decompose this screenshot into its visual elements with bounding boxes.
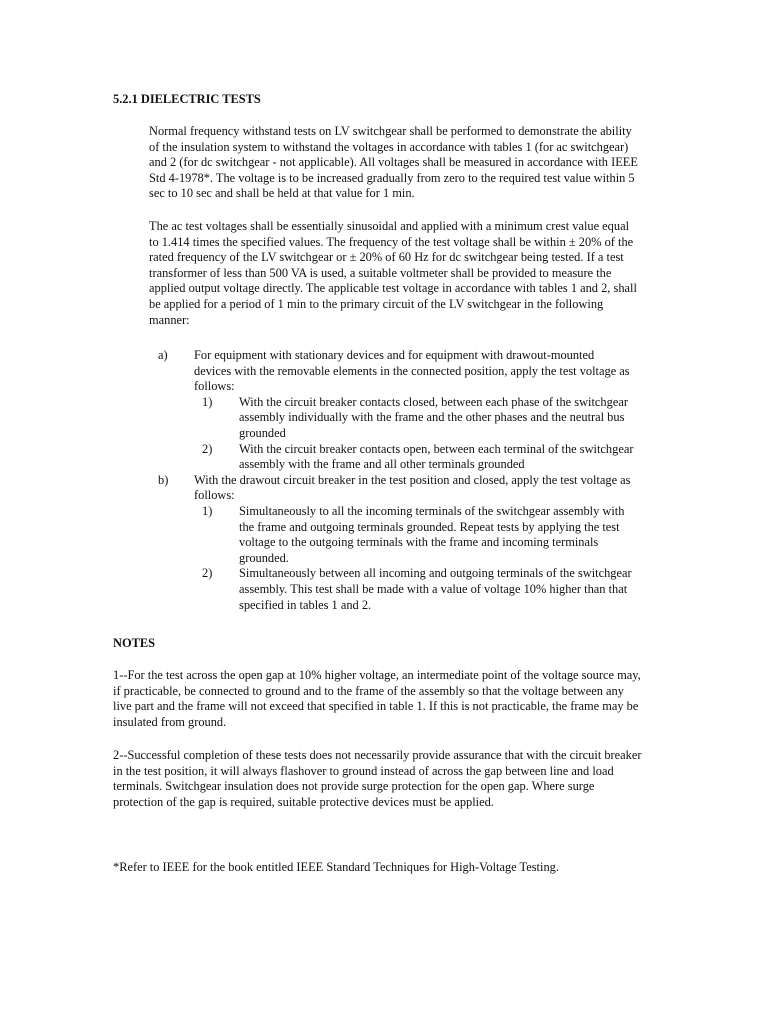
notes-heading: NOTES (113, 636, 156, 650)
note-2: 2--Successful completion of these tests does not necessarily provide assurance that with the circuit breaker in the test position, it will always flashover to ground instead of across the gap between line and load terminals. Switchgear insulation does not provide surge protection for the open gap. Where surge protection of the gap is required, suitable protective devices must be applied. (113, 748, 642, 809)
sub-item-marker: 1) (202, 503, 213, 518)
note-1: 1--For the test across the open gap at 10% higher voltage, an intermediate point of the voltage source may, if practicable, be connected to ground and to the frame of the assembly so that the voltage between any live part and the frame will not exceed that specified in table 1. If this is not practicable, the frame may be insulated from ground. (113, 668, 641, 729)
list-marker: a) (158, 348, 168, 362)
sub-item-a1 (194, 395, 634, 442)
list-marker: b) (158, 472, 169, 487)
list-item-text: With the drawout circuit breaker in the test position and closed, apply the test voltage as follows: (194, 472, 631, 503)
sub-item-b2 (194, 566, 634, 613)
list-item-b (149, 473, 649, 613)
footnote: *Refer to IEEE for the book entitled IEEE Standard Techniques for High-Voltage Testing. (113, 860, 559, 874)
sub-item-a2 (194, 442, 634, 473)
section-heading: 5.2.1 DIELECTRIC TESTS (113, 92, 261, 106)
list-item-body (194, 348, 634, 473)
sub-item-text: With the circuit breaker contacts open, between each terminal of the switchgear assembly with the frame and all other terminals grounded (239, 441, 634, 472)
list-item-a (149, 348, 649, 473)
list-item-body (194, 473, 634, 613)
sub-item-marker: 1) (202, 394, 213, 409)
sub-item-marker: 2) (202, 566, 213, 581)
sub-item-text: Simultaneously to all the incoming terminals of the switchgear assembly with the frame and outgoing terminals grounded. Repeat tests by applying the test voltage to the outgoing terminals with the frame and incoming terminals grounded. (239, 503, 625, 565)
sub-item-text: Simultaneously between all incoming and outgoing terminals of the switchgear assembly. This test shall be made with a value of voltage 10% higher than that specified in tables 1 and 2. (239, 566, 632, 612)
sub-item-b1 (194, 504, 634, 566)
sub-item-marker: 2) (202, 441, 213, 456)
paragraph-withstand-tests: Normal frequency withstand tests on LV switchgear shall be performed to demonstrate the ability of the insulation system to withstand the voltages in accordance with tables 1 (for ac switchgear) and 2 (for dc switchgear - not applicable). All voltages shall be measured in accordance with IEEE Std 4-1978*. The voltage is to be increased gradually from zero to the required test value within 5 sec to 10 sec and shall be held at that value for 1 min. (149, 124, 638, 201)
paragraph-ac-test-voltages: The ac test voltages shall be essentially sinusoidal and applied with a minimum crest value equal to 1.414 times the specified values. The frequency of the test voltage shall be within ± 20% of the rated frequency of the LV switchgear or ± 20% of 60 Hz for dc switchgear being tested. If a test transformer of less than 500 VA is used, a suitable voltmeter shall be provided to measure the applied output voltage directly. The applicable test voltage in accordance with tables 1 and 2, shall be applied for a period of 1 min to the primary circuit of the LV switchgear in the following manner: (149, 219, 637, 327)
sub-item-text: With the circuit breaker contacts closed, between each phase of the switchgear assembly individually with the frame and the other phases and the neutral bus grounded (239, 394, 628, 440)
test-procedure-list (149, 348, 649, 613)
list-item-text: For equipment with stationary devices and for equipment with drawout-mounted devices with the removable elements in the connected position, apply the test voltage as follows: (194, 348, 630, 394)
